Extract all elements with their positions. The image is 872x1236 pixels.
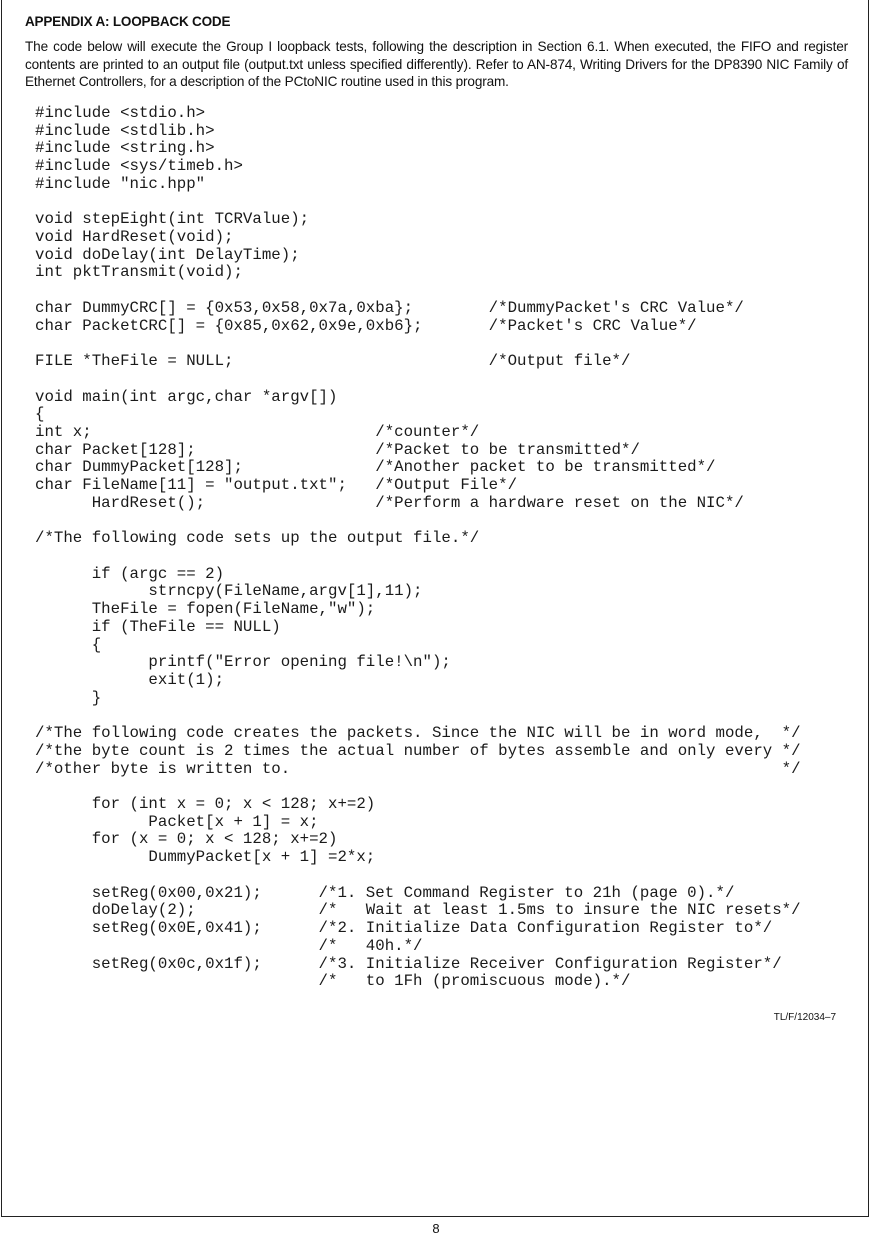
- code-line: void doDelay(int DelayTime);: [35, 245, 300, 264]
- code-line: if (argc == 2): [35, 564, 225, 583]
- page-number: 8: [432, 1221, 440, 1236]
- code-line: /*the byte count is 2 times the actual number of bytes assemble and only every */: [35, 741, 801, 760]
- code-line: Packet[x + 1] = x;: [35, 812, 319, 831]
- code-line: printf("Error opening file!\n");: [35, 653, 451, 672]
- code-line: char Packet[128]; /*Packet to be transmitted*/: [35, 440, 640, 459]
- code-line: if (TheFile == NULL): [35, 617, 281, 636]
- code-line: for (x = 0; x < 128; x+=2): [35, 830, 338, 849]
- code-line: doDelay(2); /* Wait at least 1.5ms to insure the NIC resets*/: [35, 901, 801, 920]
- code-line: #include <sys/timeb.h>: [35, 157, 243, 176]
- code-line: [35, 194, 801, 212]
- code-line: [35, 335, 801, 353]
- code-line: FILE *TheFile = NULL; /*Output file*/: [35, 352, 631, 371]
- code-listing: [35, 105, 801, 991]
- code-line: #include <stdio.h>: [35, 104, 206, 122]
- code-line: /*other byte is written to. */: [35, 759, 801, 778]
- code-line: void HardReset(void);: [35, 228, 234, 247]
- code-line: int pktTransmit(void);: [35, 263, 243, 282]
- code-line: setReg(0x0c,0x1f); /*3. Initialize Receiver Configuration Register*/: [35, 954, 782, 973]
- code-line: /* 40h.*/: [35, 936, 423, 955]
- code-line: /*The following code creates the packets. Since the NIC will be in word mode, */: [35, 724, 801, 743]
- appendix-heading: APPENDIX A: LOOPBACK CODE: [25, 14, 231, 29]
- code-line: for (int x = 0; x < 128; x+=2): [35, 795, 376, 814]
- code-line: char FileName[11] = "output.txt"; /*Output File*/: [35, 476, 518, 495]
- code-line: [35, 778, 801, 796]
- code-line: char DummyCRC[] = {0x53,0x58,0x7a,0xba}; /*DummyPacket's CRC Value*/: [35, 298, 744, 317]
- code-line: [35, 707, 801, 725]
- code-line: strncpy(FileName,argv[1],11);: [35, 582, 423, 601]
- figure-id: TL/F/12034–7: [773, 1012, 836, 1023]
- code-line: [35, 371, 801, 389]
- code-line: setReg(0x0E,0x41); /*2. Initialize Data Configuration Register to*/: [35, 919, 773, 938]
- code-line: /* to 1Fh (promiscuous mode).*/: [35, 972, 631, 991]
- code-line: }: [35, 688, 102, 707]
- code-line: DummyPacket[x + 1] =2*x;: [35, 848, 376, 867]
- code-line: char DummyPacket[128]; /*Another packet to be transmitted*/: [35, 458, 716, 477]
- code-line: #include "nic.hpp": [35, 174, 206, 193]
- code-line: [35, 513, 801, 531]
- code-line: char PacketCRC[] = {0x85,0x62,0x9e,0xb6}; /*Packet's CRC Value*/: [35, 316, 697, 335]
- code-line: {: [35, 405, 45, 424]
- code-line: [35, 867, 801, 885]
- code-line: [35, 548, 801, 566]
- code-line: /*The following code sets up the output file.*/: [35, 529, 480, 548]
- code-line: exit(1);: [35, 671, 225, 689]
- code-line: {: [35, 635, 102, 654]
- code-line: int x; /*counter*/: [35, 422, 480, 441]
- code-line: setReg(0x00,0x21); /*1. Set Command Register to 21h (page 0).*/: [35, 883, 735, 902]
- code-line: TheFile = fopen(FileName,"w");: [35, 600, 376, 619]
- code-line: [35, 282, 801, 300]
- code-line: #include <string.h>: [35, 139, 215, 158]
- code-line: void stepEight(int TCRValue);: [35, 210, 310, 229]
- code-line: HardReset(); /*Perform a hardware reset on the NIC*/: [35, 493, 744, 512]
- code-line: #include <stdlib.h>: [35, 121, 215, 140]
- intro-paragraph: The code below will execute the Group I loopback tests, following the description in Section 6.1. When executed, the FIFO and register contents are printed to an output file (output.txt unless specified differently). Refer to AN-874, Writing Drivers for the DP8390 NIC Family of Ethernet Controllers, for a description of the PCtoNIC routine used in this program.: [25, 39, 848, 90]
- code-line: void main(int argc,char *argv[]): [35, 387, 338, 406]
